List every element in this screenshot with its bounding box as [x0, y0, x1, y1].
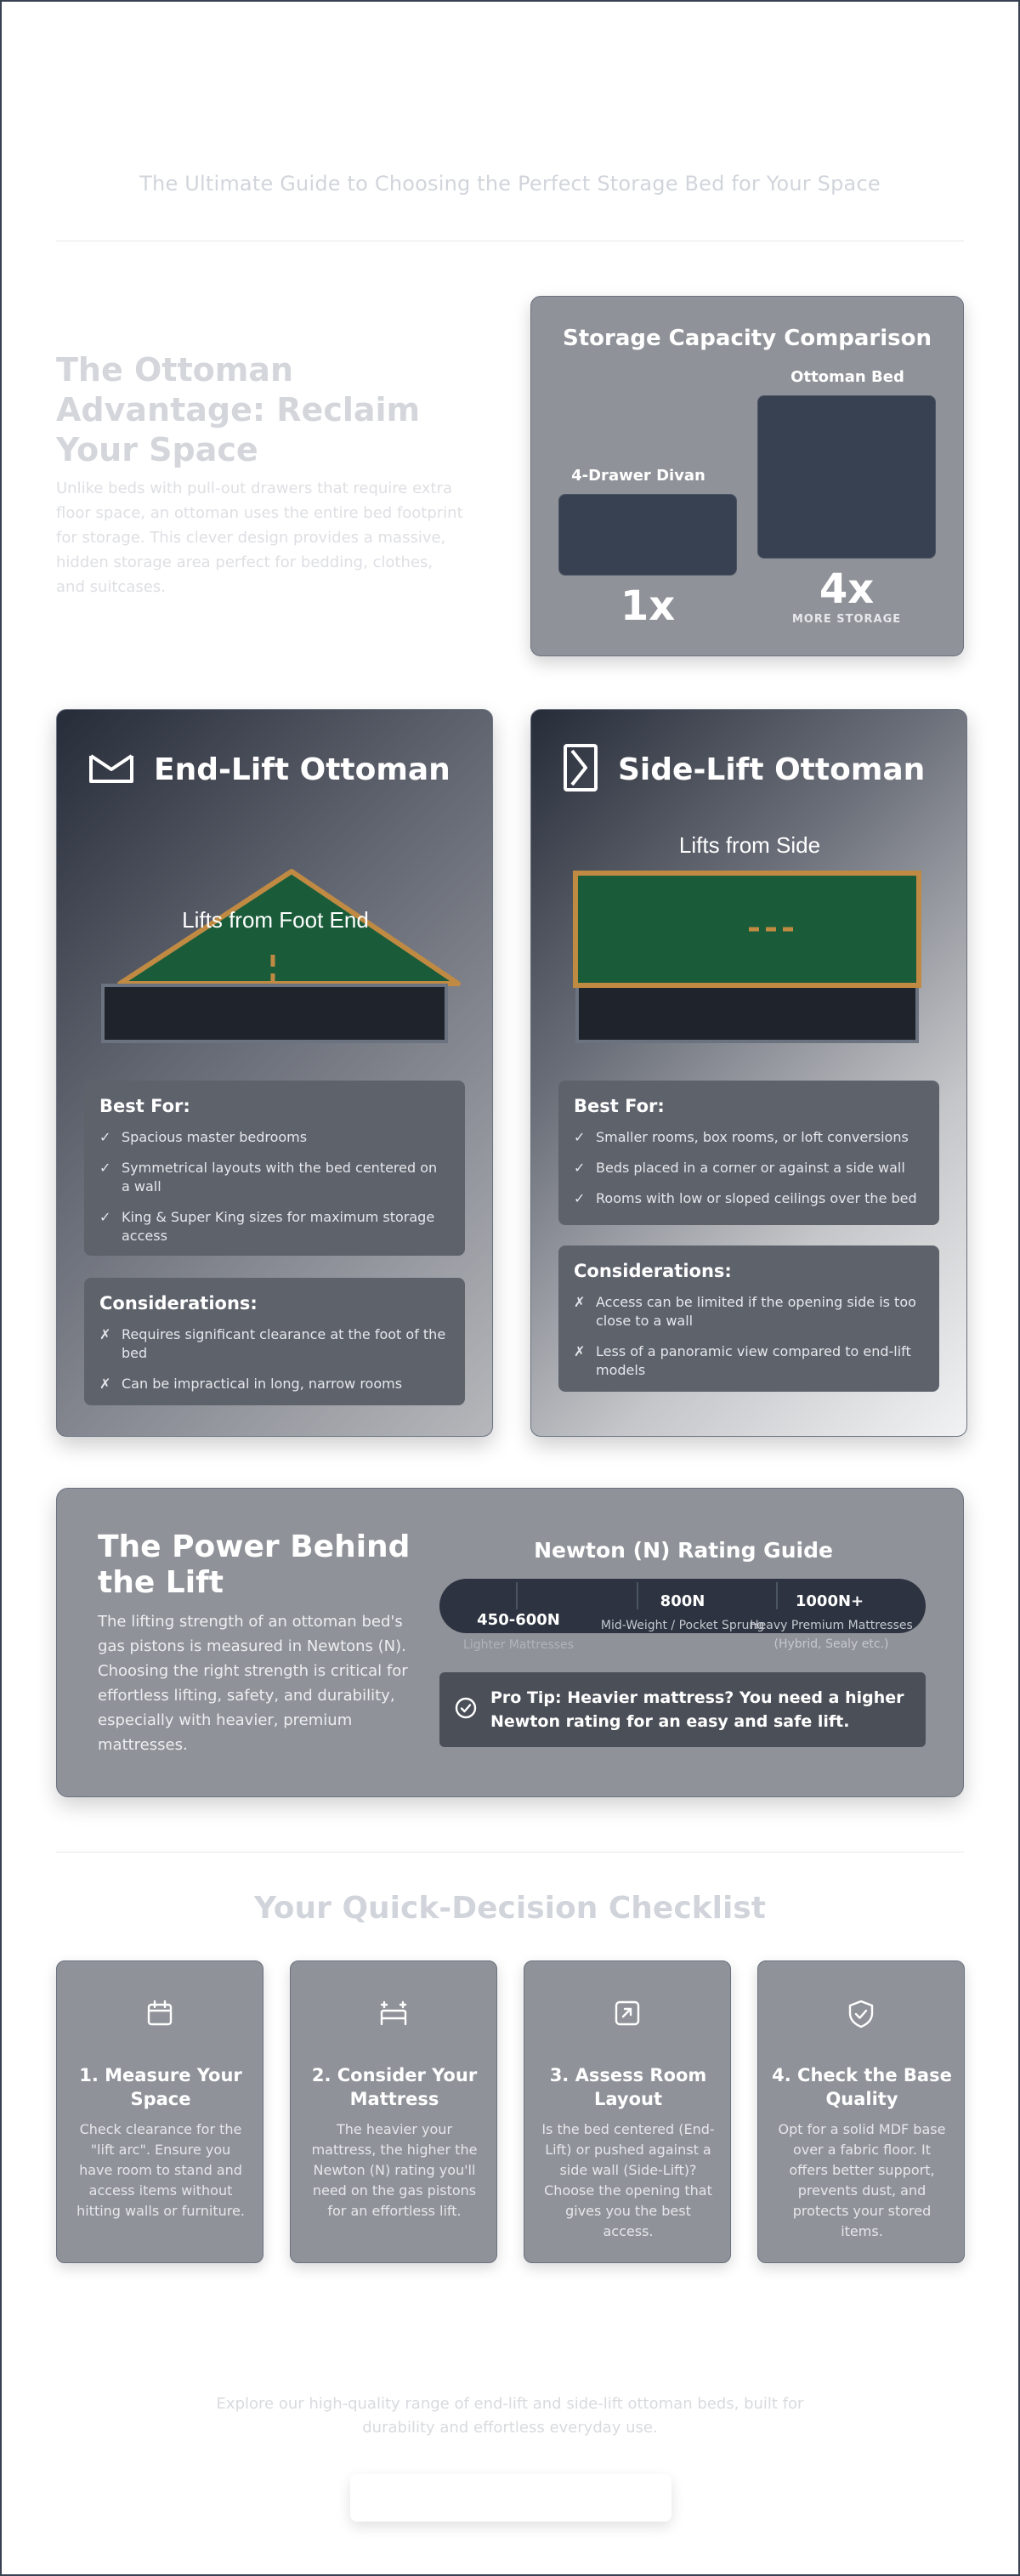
considerations-heading: Considerations: — [574, 1261, 732, 1281]
side-lift-best-for-panel — [558, 1081, 939, 1225]
best-for-heading: Best For: — [574, 1096, 665, 1116]
calendar-icon — [145, 1999, 174, 2031]
rating-guide-title: Newton (N) Rating Guide — [534, 1538, 833, 1563]
footer-text: Explore our high-quality range of end-lift and side-lift ottoman beds, built for durability and effortless everyday use. — [216, 2395, 804, 2437]
rating-desc-heavy: Heavy Premium Mattresses (Hybrid, Sealy etc.) — [750, 1619, 913, 1651]
list-item: ✓ Beds placed in a corner or against a side wall — [574, 1160, 905, 1176]
divan-multiplier: 1x — [620, 582, 676, 630]
list-item: ✗ Access can be limited if the opening side is too close to a wall — [574, 1294, 916, 1329]
side-lift-considerations-panel — [558, 1245, 939, 1392]
list-item: ✓ King & Super King sizes for maximum storage access — [99, 1209, 435, 1244]
divan-label: 4-Drawer Divan — [571, 467, 706, 485]
ottoman-multiplier: 4x — [819, 565, 875, 613]
end-lift-header — [88, 744, 450, 795]
list-item: ✗ Less of a panoramic view compared to end-lift models — [574, 1343, 911, 1378]
check-icon: ✓ — [99, 1209, 111, 1225]
step-title: 2. Consider Your Mattress — [311, 2065, 478, 2109]
door-open-icon — [562, 742, 599, 797]
end-lift-card — [56, 709, 493, 1437]
list-item: ✗ Requires significant clearance at the foot of the bed — [99, 1326, 446, 1361]
page — [2, 2, 1018, 2574]
end-lift-caption: Lifts from Foot End — [182, 907, 369, 933]
intro-title: The Ottoman Advantage: Reclaim Your Space — [56, 351, 421, 468]
bed-icon — [377, 1999, 410, 2031]
capacity-title: Storage Capacity Comparison — [563, 326, 932, 351]
list-item: ✓ Symmetrical layouts with the bed centered on a wall — [99, 1160, 438, 1194]
envelope-open-icon — [88, 751, 135, 788]
ottoman-label: Ottoman Bed — [790, 368, 904, 386]
divan-storage-block — [558, 494, 737, 576]
side-lift-header — [562, 744, 925, 795]
cross-icon: ✗ — [99, 1376, 111, 1392]
check-icon: ✓ — [574, 1129, 586, 1145]
end-lift-best-for-panel — [84, 1081, 465, 1256]
rating-value-light: 450-600N — [477, 1611, 560, 1629]
storage-capacity-card — [530, 296, 964, 656]
side-lift-caption: Lifts from Side — [678, 832, 821, 858]
best-for-heading: Best For: — [99, 1096, 190, 1116]
bed-base-shape — [577, 985, 917, 1041]
end-lift-considerations-panel — [84, 1278, 465, 1405]
check-icon: ✓ — [99, 1129, 111, 1145]
list-item: ✓ Rooms with low or sloped ceilings over the bed — [574, 1190, 917, 1206]
rating-divider — [516, 1582, 518, 1609]
raised-mattress-shape — [575, 873, 919, 985]
considerations-heading: Considerations: — [99, 1293, 258, 1314]
checklist-step-2 — [290, 1960, 497, 2263]
intro-text: Unlike beds with pull-out drawers that require extra floor space, an ottoman uses the entire bed footprint for storage. This clever design provides a massive, hidden storage area perfect for bedding, clothes, and suitcases. — [56, 479, 463, 596]
pro-tip-box — [439, 1672, 926, 1747]
check-icon: ✓ — [574, 1160, 586, 1176]
end-lift-title: End-Lift Ottoman — [154, 752, 450, 787]
checklist-step-3 — [524, 1960, 731, 2263]
cross-icon: ✗ — [99, 1326, 111, 1342]
step-title: 3. Assess Room Layout — [549, 2065, 707, 2109]
pro-tip-text: Pro Tip: Heavier mattress? You need a higher Newton rating for an easy and safe lift. — [490, 1688, 904, 1731]
ottoman-storage-block — [757, 395, 936, 559]
side-lift-title: Side-Lift Ottoman — [618, 752, 926, 787]
cross-icon: ✗ — [574, 1294, 586, 1310]
rating-value-heavy: 1000N+ — [795, 1592, 864, 1610]
check-icon: ✓ — [574, 1190, 586, 1206]
end-lift-diagram — [57, 863, 493, 1067]
step-text: Check clearance for the "lift arc". Ensure you have room to stand and access items without hitting walls or furniture. — [76, 2121, 245, 2219]
step-text: Opt for a solid MDF base over a fabric floor. It offers better support, prevents dust, and protects your stored items. — [778, 2121, 946, 2239]
layout-icon — [613, 1999, 642, 2031]
step-title: 4. Check the Base Quality — [772, 2065, 952, 2109]
rating-value-mid: 800N — [660, 1592, 706, 1610]
shop-button[interactable] — [350, 2474, 672, 2522]
step-text: Is the bed centered (End-Lift) or pushed against a side wall (Side-Lift)? Choose the opening that gives you the best access. — [541, 2121, 715, 2239]
page-subtitle: The Ultimate Guide to Choosing the Perfect Storage Bed for Your Space — [139, 172, 881, 196]
step-title: 1. Measure Your Space — [79, 2065, 242, 2109]
checklist-step-1 — [56, 1960, 264, 2263]
power-section — [56, 1488, 964, 1797]
power-text: The lifting strength of an ottoman bed's gas pistons is measured in Newtons (N). Choosing the right strength is critical for effortless lifting, safety, and durability, especially with heavier, premium mattresses. — [98, 1613, 408, 1754]
list-item: ✗ Can be impractical in long, narrow rooms — [99, 1376, 403, 1392]
cross-icon: ✗ — [574, 1343, 586, 1359]
power-title: The Power Behind the Lift — [98, 1529, 411, 1600]
side-lift-diagram — [531, 863, 967, 1067]
bed-base-shape — [103, 985, 446, 1041]
check-icon: ✓ — [99, 1160, 111, 1176]
divider-checklist — [56, 1852, 964, 1853]
rating-desc-mid: Mid-Weight / Pocket Sprung — [600, 1619, 765, 1632]
step-text: The heavier your mattress, the higher the Newton (N) rating you'll need on the gas pistons for an effortless lift. — [311, 2121, 478, 2219]
checklist-step-4 — [757, 1960, 965, 2263]
side-lift-card — [530, 709, 967, 1437]
checklist-title: Your Quick-Decision Checklist — [254, 1891, 766, 1926]
rating-desc-light: Lighter Mattresses — [463, 1638, 574, 1652]
more-storage-caption: MORE STORAGE — [791, 613, 902, 626]
shield-check-icon — [847, 1999, 876, 2033]
check-circle-icon — [455, 1697, 477, 1722]
list-item: ✓ Spacious master bedrooms — [99, 1129, 308, 1145]
list-item: ✓ Smaller rooms, box rooms, or loft conversions — [574, 1129, 909, 1145]
